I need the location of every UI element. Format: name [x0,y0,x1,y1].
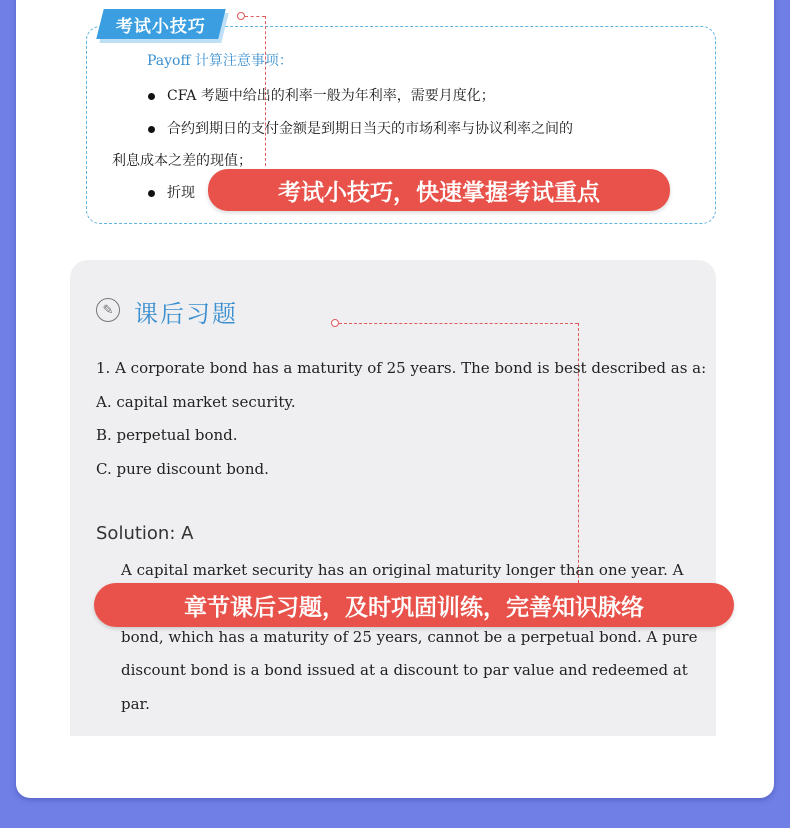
tips-tag [96,9,225,39]
option-b: B. perpetual bond. [96,426,238,444]
option-c: C. pure discount bond. [96,460,269,478]
bullet-icon [148,190,155,197]
tip-bullet-3 [148,182,195,202]
annotation-leader [245,16,265,17]
bullet-icon [148,126,155,133]
annotation-dot [237,12,245,20]
option-a: A. capital market security. [96,393,296,411]
tips-heading: Payoff 计算注意事项： [147,53,293,69]
tip-text: 折现 [167,185,195,201]
exercises-banner: 章节课后习题，及时巩固训练，完善知识脉络 [94,583,734,627]
exercises-title: 课后习题 [134,300,238,328]
tip-text: CFA 考题中给出的利率一般为年利率，需要月度化； [167,88,495,104]
pencil-icon: ✎ [96,298,120,322]
bullet-icon [148,93,155,100]
tips-tag-label: 考试小技巧 [116,16,206,37]
solution-line: discount bond is a bond issued at a discount to par value and redeemed at [121,661,688,679]
tip-text: 合约到期日的支付金额是到期日当天的市场利率与协议利率之间的 [167,121,573,137]
annotation-leader [339,323,578,324]
question-text: 1. A corporate bond has a maturity of 25 years. The bond is best described as a: [96,359,707,377]
tip-bullet-2 [148,118,573,138]
annotation-dot [331,319,339,327]
solution-line: bond, which has a maturity of 25 years, cannot be a perpetual bond. A pure [121,628,698,646]
solution-line: par. [121,695,150,713]
solution-line: A capital market security has an original maturity longer than one year. A [121,561,684,579]
tip-bullet-2-cont: 利息成本之差的现值； [112,153,252,169]
tips-banner: 考试小技巧，快速掌握考试重点 [208,169,670,211]
solution-title: Solution: A [96,523,194,544]
tip-bullet-1 [148,85,495,105]
